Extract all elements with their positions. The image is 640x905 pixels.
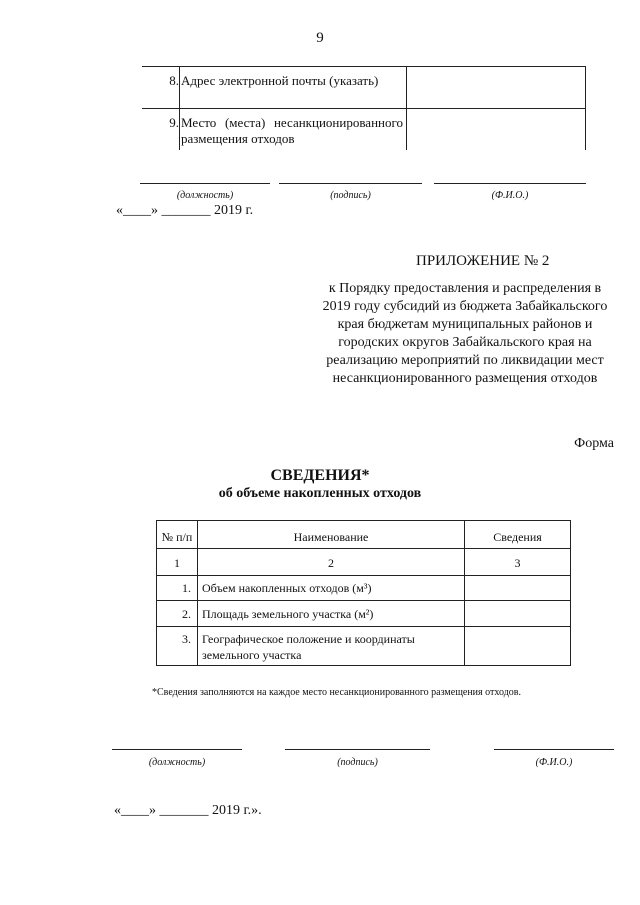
signature-line — [494, 749, 614, 750]
table-row — [142, 66, 586, 109]
column-number: 3 — [514, 556, 521, 570]
name-caption: (Ф.И.О.) — [491, 190, 529, 201]
row-number: 1. — [182, 581, 191, 595]
signature-line — [279, 183, 422, 184]
signature-line — [112, 749, 242, 750]
row-text: Адрес электронной почты (указать) — [181, 73, 379, 88]
position-caption: (должность) — [148, 757, 206, 768]
table-divider — [406, 66, 407, 150]
row-number: 2. — [182, 607, 191, 621]
table-row — [142, 108, 586, 151]
table-divider — [157, 548, 570, 549]
row-name: Площадь земельного участка (м²) — [202, 607, 374, 621]
date-line: «____» _______ 2019 г. — [116, 203, 254, 218]
footnote: *Сведения заполняются на каждое место несанкционированного размещения отходов. — [152, 687, 522, 698]
signature-line — [140, 183, 270, 184]
header-cell: № п/п — [161, 530, 193, 544]
form-label: Форма — [574, 436, 614, 451]
column-number: 2 — [328, 556, 334, 570]
signature-line — [285, 749, 430, 750]
header-cell: Сведения — [493, 530, 542, 544]
document-title: СВЕДЕНИЯ* — [270, 467, 370, 484]
row-name: Географическое положение и координаты земельного участка — [202, 632, 415, 662]
table-divider — [197, 521, 198, 665]
position-caption: (должность) — [176, 190, 234, 201]
top-table — [142, 66, 586, 150]
table-divider — [157, 600, 570, 601]
document-subtitle: об объеме накопленных отходов — [218, 486, 422, 501]
table-divider — [464, 521, 465, 665]
signature-caption: (подпись) — [337, 757, 378, 768]
header-cell: Наименование — [293, 530, 369, 544]
signature-line — [434, 183, 586, 184]
table-divider — [157, 626, 570, 627]
row-number: 8. — [169, 73, 179, 88]
table-divider — [179, 66, 180, 150]
date-line: «____» _______ 2019 г.». — [114, 803, 262, 818]
row-number: 9. — [169, 115, 179, 130]
row-text: Место (места) несанкционированного размещения отходов — [181, 115, 403, 146]
name-caption: (Ф.И.О.) — [535, 757, 573, 768]
column-number: 1 — [174, 556, 180, 570]
table-divider — [157, 575, 570, 576]
row-number: 3. — [182, 632, 191, 646]
table-divider — [585, 66, 586, 150]
row-name: Объем накопленных отходов (м³) — [202, 581, 372, 595]
appendix-title: ПРИЛОЖЕНИЕ № 2 — [416, 253, 550, 269]
appendix-body: к Порядку предоставления и распределения в 2019 году субсидий из бюджета Забайкальского края бюджетам муниципальных районов и городских округов Забайкальского края на реализацию мероприятий по ликвидации мест несанкционированного размещения отходов — [322, 281, 608, 386]
signature-caption: (подпись) — [330, 190, 371, 201]
main-table — [156, 520, 571, 666]
page-number: 9 — [316, 30, 324, 46]
